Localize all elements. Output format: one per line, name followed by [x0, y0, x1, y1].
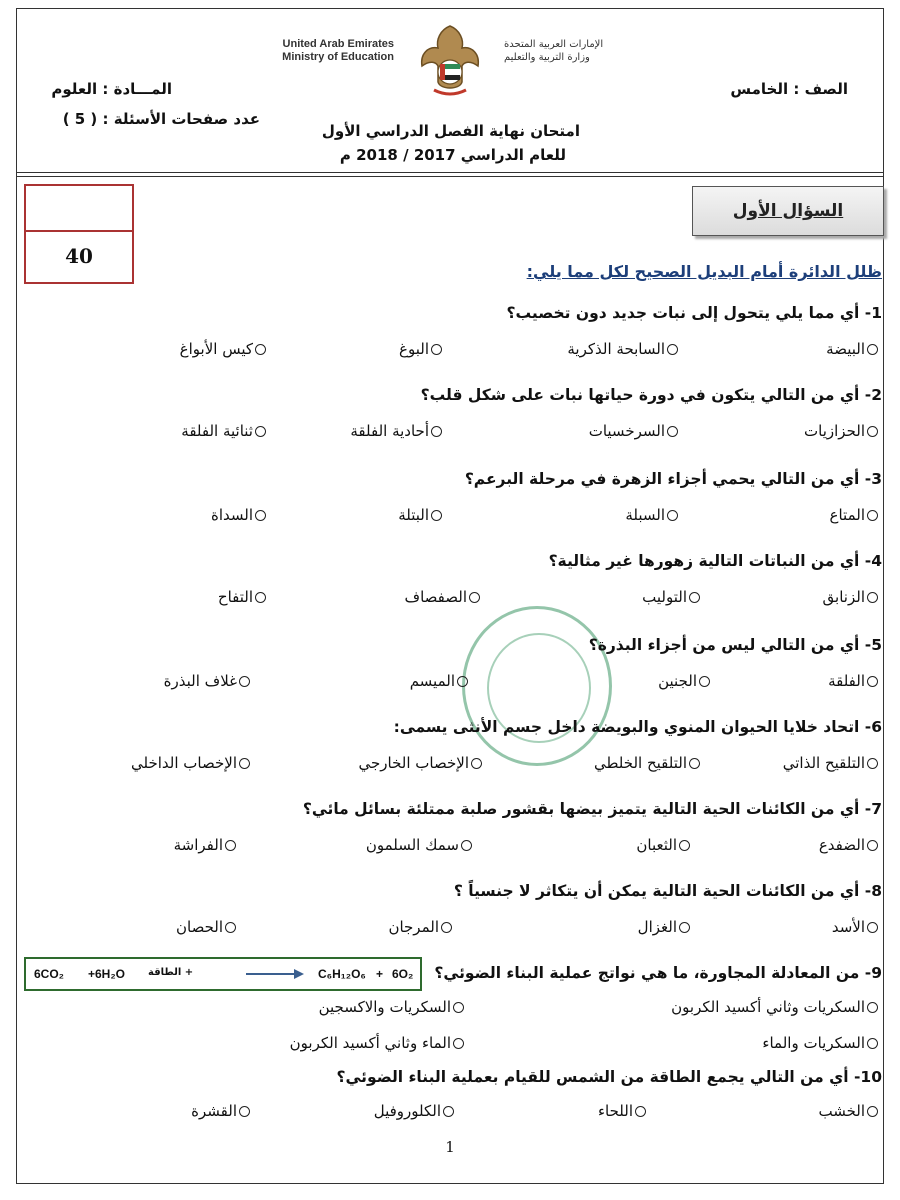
- country-en: United Arab Emirates: [282, 38, 394, 50]
- exam-title: امتحان نهاية الفصل الدراسي الأول: [321, 122, 580, 140]
- q10-option-d[interactable]: القشرة: [191, 1102, 250, 1120]
- q1-option-c[interactable]: البوغ: [399, 340, 442, 358]
- radio-circle-icon[interactable]: [867, 1106, 878, 1117]
- grade-label: الصف : الخامس: [730, 80, 848, 98]
- q6-option-c[interactable]: الإخصاب الخارجي: [359, 754, 482, 772]
- q2-option-c[interactable]: أحادية الفلقة: [350, 422, 442, 440]
- radio-circle-icon[interactable]: [667, 510, 678, 521]
- radio-circle-icon[interactable]: [461, 840, 472, 851]
- radio-circle-icon[interactable]: [255, 510, 266, 521]
- radio-circle-icon[interactable]: [239, 1106, 250, 1117]
- radio-circle-icon[interactable]: [867, 592, 878, 603]
- question-7: 7- أي من الكائنات الحية التالية يتميز بيضها بقشور صلبة ممتلئة بسائل مائي؟: [302, 800, 882, 818]
- question-8: 8- أي من الكائنات الحية التالية يمكن أن يتكاثر لا جنسياً ؟: [453, 882, 882, 900]
- radio-circle-icon[interactable]: [867, 840, 878, 851]
- radio-circle-icon[interactable]: [255, 426, 266, 437]
- photosynthesis-equation-box: [24, 957, 422, 991]
- radio-circle-icon[interactable]: [441, 922, 452, 933]
- q7-option-b[interactable]: الثعبان: [636, 836, 690, 854]
- equation-product-glucose: C₆H₁₂O₆: [318, 967, 366, 981]
- pages-count-label: عدد صفحات الأسئلة : ( 5 ): [62, 110, 260, 128]
- q7-option-c[interactable]: سمك السلمون: [366, 836, 472, 854]
- question-10: 10- أي من التالي يجمع الطاقة من الشمس للقيام بعملية البناء الضوئي؟: [336, 1068, 882, 1086]
- arrow-right-icon: [246, 968, 304, 980]
- q5-option-b[interactable]: الجنين: [658, 672, 710, 690]
- question-3: 3- أي من التالي يحمي أجزاء الزهرة في مرحلة البرعم؟: [464, 470, 882, 488]
- radio-circle-icon[interactable]: [635, 1106, 646, 1117]
- q5-option-d[interactable]: غلاف البذرة: [164, 672, 250, 690]
- section-title-box: [692, 186, 884, 236]
- radio-circle-icon[interactable]: [867, 758, 878, 769]
- q3-option-d[interactable]: السداة: [211, 506, 266, 524]
- equation-plus: +: [376, 967, 384, 981]
- radio-circle-icon[interactable]: [239, 758, 250, 769]
- radio-circle-icon[interactable]: [867, 344, 878, 355]
- radio-circle-icon[interactable]: [431, 344, 442, 355]
- q8-option-c[interactable]: المرجان: [388, 918, 452, 936]
- q4-option-a[interactable]: الزنابق: [823, 588, 878, 606]
- q4-option-c[interactable]: الصفصاف: [405, 588, 480, 606]
- question-1: 1- أي مما يلي يتحول إلى نبات جديد دون تخصيب؟: [506, 304, 882, 322]
- radio-circle-icon[interactable]: [457, 676, 468, 687]
- radio-circle-icon[interactable]: [469, 592, 480, 603]
- radio-circle-icon[interactable]: [867, 1002, 878, 1013]
- radio-circle-icon[interactable]: [667, 344, 678, 355]
- radio-circle-icon[interactable]: [431, 510, 442, 521]
- q6-option-a[interactable]: التلقيح الذاتي: [783, 754, 878, 772]
- radio-circle-icon[interactable]: [867, 510, 878, 521]
- q6-option-d[interactable]: الإخصاب الداخلي: [131, 754, 250, 772]
- page-number: 1: [445, 1138, 455, 1156]
- radio-circle-icon[interactable]: [255, 344, 266, 355]
- radio-circle-icon[interactable]: [867, 676, 878, 687]
- q4-option-d[interactable]: التفاح: [218, 588, 266, 606]
- q7-option-d[interactable]: الفراشة: [174, 836, 236, 854]
- radio-circle-icon[interactable]: [255, 592, 266, 603]
- radio-circle-icon[interactable]: [867, 426, 878, 437]
- q1-option-b[interactable]: السابحة الذكرية: [567, 340, 678, 358]
- radio-circle-icon[interactable]: [679, 840, 690, 851]
- radio-circle-icon[interactable]: [471, 758, 482, 769]
- radio-circle-icon[interactable]: [699, 676, 710, 687]
- q9-option-d[interactable]: الماء وثاني أكسيد الكربون: [290, 1034, 464, 1052]
- q1-option-d[interactable]: كيس الأبواغ: [180, 340, 266, 358]
- q4-option-b[interactable]: التوليب: [642, 588, 700, 606]
- radio-circle-icon[interactable]: [225, 922, 236, 933]
- radio-circle-icon[interactable]: [453, 1002, 464, 1013]
- question-9: 9- من المعادلة المجاورة، ما هي نواتج عملية البناء الضوئي؟: [434, 964, 882, 982]
- instruction-text: ظلل الدائرة أمام البديل الصحيح لكل مما يلي:: [526, 262, 882, 281]
- country-ar: الإمارات العربية المتحدة: [504, 39, 604, 50]
- q3-option-c[interactable]: البتلة: [398, 506, 442, 524]
- ministry-ar: وزارة التربية والتعليم: [504, 52, 590, 63]
- radio-circle-icon[interactable]: [453, 1038, 464, 1049]
- radio-circle-icon[interactable]: [867, 922, 878, 933]
- radio-circle-icon[interactable]: [225, 840, 236, 851]
- q2-option-a[interactable]: الحزازيات: [804, 422, 878, 440]
- subject-label: المـــادة : العلوم: [51, 80, 172, 98]
- equation-reactant-co2: 6CO₂: [34, 967, 65, 981]
- q5-option-a[interactable]: الفلقة: [828, 672, 878, 690]
- score-divider: [26, 230, 132, 232]
- score-total: 40: [65, 244, 93, 268]
- q9-option-c[interactable]: السكريات والماء: [762, 1034, 878, 1052]
- header-divider-2: [16, 176, 884, 177]
- equation-product-o2: 6O₂: [392, 967, 414, 981]
- q10-option-c[interactable]: الكلوروفيل: [374, 1102, 454, 1120]
- q10-option-a[interactable]: الخشب: [818, 1102, 878, 1120]
- academic-year: للعام الدراسي 2017 / 2018 م: [339, 146, 566, 164]
- question-6: 6- اتحاد خلايا الحيوان المنوي والبويضة داخل جسم الأنثى يسمى:: [393, 718, 882, 736]
- q2-option-b[interactable]: السرخسيات: [589, 422, 678, 440]
- q6-option-b[interactable]: التلقيح الخلطي: [594, 754, 700, 772]
- q7-option-a[interactable]: الضفدع: [819, 836, 878, 854]
- q9-option-b[interactable]: السكريات والاكسجين: [319, 998, 464, 1016]
- q2-option-d[interactable]: ثنائية الفلقة: [181, 422, 266, 440]
- q5-option-c[interactable]: الميسم: [410, 672, 468, 690]
- ministry-en: Ministry of Education: [282, 51, 394, 63]
- q9-option-a[interactable]: السكريات وثاني أكسيد الكربون: [671, 998, 878, 1016]
- question-4: 4- أي من النباتات التالية زهورها غير مثالية؟: [548, 552, 882, 570]
- uae-emblem-logo: [410, 20, 490, 100]
- q3-option-b[interactable]: السبلة: [625, 506, 678, 524]
- equation-energy: + الطاقة: [148, 967, 194, 978]
- ministry-stamp: [462, 606, 612, 766]
- q8-option-d[interactable]: الحصان: [176, 918, 236, 936]
- radio-circle-icon[interactable]: [443, 1106, 454, 1117]
- radio-circle-icon[interactable]: [431, 426, 442, 437]
- header-divider: [16, 172, 884, 173]
- q8-option-a[interactable]: الأسد: [832, 918, 878, 936]
- radio-circle-icon[interactable]: [689, 758, 700, 769]
- question-5: 5- أي من التالي ليس من أجزاء البذرة؟: [588, 636, 882, 654]
- q10-option-b[interactable]: اللحاء: [598, 1102, 646, 1120]
- radio-circle-icon[interactable]: [679, 922, 690, 933]
- radio-circle-icon[interactable]: [239, 676, 250, 687]
- q1-option-a[interactable]: البيضة: [826, 340, 878, 358]
- radio-circle-icon[interactable]: [667, 426, 678, 437]
- q8-option-b[interactable]: الغزال: [638, 918, 690, 936]
- equation-reactant-h2o: +6H₂O: [88, 967, 126, 981]
- question-2: 2- أي من التالي يتكون في دورة حياتها نبات على شكل قلب؟: [420, 386, 882, 404]
- score-box: [24, 184, 134, 284]
- q3-option-a[interactable]: المتاع: [830, 506, 878, 524]
- radio-circle-icon[interactable]: [689, 592, 700, 603]
- section-title: السؤال الأول: [732, 201, 844, 221]
- radio-circle-icon[interactable]: [867, 1038, 878, 1049]
